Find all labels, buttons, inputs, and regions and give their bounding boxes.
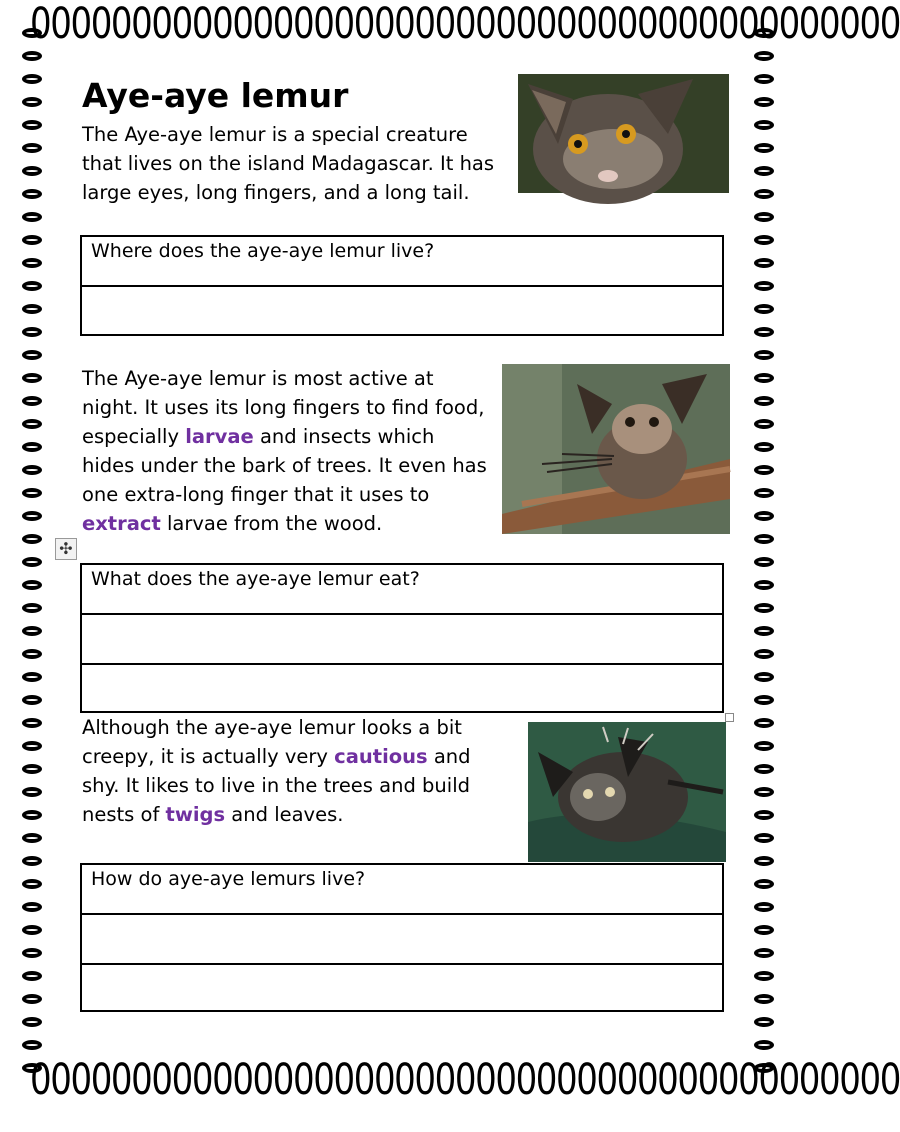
answer-line[interactable] (82, 965, 722, 1015)
answer-box-live (80, 863, 724, 1012)
resize-handle-icon[interactable] (725, 713, 734, 722)
border-ring (22, 1040, 42, 1050)
vocab-cautious: cautious (334, 745, 428, 768)
border-ring (754, 764, 774, 774)
border-ring (22, 718, 42, 728)
border-ring (22, 396, 42, 406)
behaviour-text-c: and leaves. (225, 803, 344, 826)
border-ring (754, 948, 774, 958)
border-ring (22, 603, 42, 613)
border-ring (754, 787, 774, 797)
border-ring (754, 465, 774, 475)
border-ring (754, 557, 774, 567)
border-ring (22, 97, 42, 107)
border-ring (22, 580, 42, 590)
border-ring (754, 879, 774, 889)
border-ring (22, 189, 42, 199)
border-ring (754, 442, 774, 452)
border-ring (22, 143, 42, 153)
border-ring (754, 856, 774, 866)
border-ring (754, 419, 774, 429)
border-ring (22, 902, 42, 912)
border-ring (22, 74, 42, 84)
border-ring (22, 212, 42, 222)
border-ring (22, 327, 42, 337)
question-where: Where does the aye-aye lemur live? (82, 237, 722, 287)
border-ring (22, 787, 42, 797)
question-live: How do aye-aye lemurs live? (82, 865, 722, 915)
border-ring (22, 925, 42, 935)
border-ring (754, 304, 774, 314)
diet-text-a: The Aye-aye lemur is most active at night. It uses its long fingers to find food, especially (82, 367, 485, 448)
border-ring (754, 810, 774, 820)
border-ring (754, 511, 774, 521)
border-ring (754, 1063, 774, 1073)
page-title: Aye-aye lemur (82, 76, 349, 115)
border-ring (22, 419, 42, 429)
border-ring (754, 51, 774, 61)
border-ring (754, 994, 774, 1004)
border-bottom: 0000000000000000000000000000000000000000000 (30, 1055, 900, 1105)
border-ring (22, 28, 42, 38)
border-ring (754, 235, 774, 245)
border-ring (22, 810, 42, 820)
border-ring (754, 1017, 774, 1027)
answer-line[interactable] (82, 665, 722, 715)
border-ring (22, 994, 42, 1004)
border-ring (22, 258, 42, 268)
intro-paragraph: The Aye-aye lemur is a special creature that lives on the island Madagascar. It has large eyes, long fingers, and a long tail. (82, 123, 495, 204)
border-ring (754, 74, 774, 84)
border-ring (754, 189, 774, 199)
border-ring (754, 925, 774, 935)
border-ring (22, 350, 42, 360)
border-ring (754, 258, 774, 268)
border-ring (754, 281, 774, 291)
border-ring (22, 120, 42, 130)
border-ring (22, 1017, 42, 1027)
border-ring (22, 971, 42, 981)
border-ring (22, 511, 42, 521)
border-ring (754, 649, 774, 659)
border-ring (754, 718, 774, 728)
lemur-photo-branch (502, 364, 730, 534)
border-ring (754, 580, 774, 590)
answer-box-eat (80, 563, 724, 713)
border-ring (22, 235, 42, 245)
lemur-photo-baby (528, 722, 726, 862)
border-ring (754, 833, 774, 843)
border-right (752, 28, 782, 1088)
border-ring (754, 626, 774, 636)
lemur-photo-face (518, 74, 729, 193)
border-ring (754, 350, 774, 360)
border-ring (22, 488, 42, 498)
border-ring (22, 626, 42, 636)
border-ring (754, 534, 774, 544)
move-handle-icon[interactable]: ✣ (55, 538, 77, 560)
border-ring (754, 488, 774, 498)
border-ring (22, 764, 42, 774)
border-top: 0000000000000000000000000000000000000000000 (30, 0, 900, 49)
behaviour-paragraph (82, 713, 512, 829)
border-ring (754, 28, 774, 38)
border-ring (22, 833, 42, 843)
border-ring (754, 143, 774, 153)
border-ring (754, 327, 774, 337)
border-ring (22, 672, 42, 682)
question-eat: What does the aye-aye lemur eat? (82, 565, 722, 615)
border-ring (754, 166, 774, 176)
diet-text-c: larvae from the wood. (160, 512, 383, 535)
vocab-larvae: larvae (185, 425, 254, 448)
answer-line[interactable] (82, 287, 722, 337)
border-ring (22, 1063, 42, 1073)
border-ring (22, 373, 42, 383)
border-ring (754, 97, 774, 107)
answer-line[interactable] (82, 615, 722, 665)
vocab-extract: extract (82, 512, 161, 535)
border-ring (22, 856, 42, 866)
border-ring (22, 649, 42, 659)
border-ring (22, 465, 42, 475)
answer-line[interactable] (82, 915, 722, 965)
border-ring (22, 695, 42, 705)
border-ring (754, 695, 774, 705)
border-ring (22, 948, 42, 958)
answer-box-where (80, 235, 724, 336)
border-ring (22, 281, 42, 291)
border-ring (22, 51, 42, 61)
border-ring (754, 603, 774, 613)
border-ring (754, 120, 774, 130)
border-ring (754, 902, 774, 912)
border-ring (754, 971, 774, 981)
border-ring (754, 672, 774, 682)
border-ring (754, 212, 774, 222)
diet-text-b: and insects which hides under the bark of trees. It even has one extra-long finger that it uses to (82, 425, 487, 506)
border-ring (22, 534, 42, 544)
border-left (20, 28, 50, 1088)
border-ring (754, 1040, 774, 1050)
border-ring (22, 442, 42, 452)
border-ring (22, 879, 42, 889)
border-ring (22, 304, 42, 314)
border-ring (22, 557, 42, 567)
vocab-twigs: twigs (165, 803, 226, 826)
border-ring (22, 166, 42, 176)
border-ring (754, 373, 774, 383)
behaviour-text-b: and shy. It likes to live in the trees and build nests of (82, 745, 471, 826)
diet-paragraph (82, 364, 492, 538)
behaviour-text-a: Although the aye-aye lemur looks a bit creepy, it is actually very (82, 716, 462, 768)
border-ring (22, 741, 42, 751)
border-ring (754, 741, 774, 751)
border-ring (754, 396, 774, 406)
